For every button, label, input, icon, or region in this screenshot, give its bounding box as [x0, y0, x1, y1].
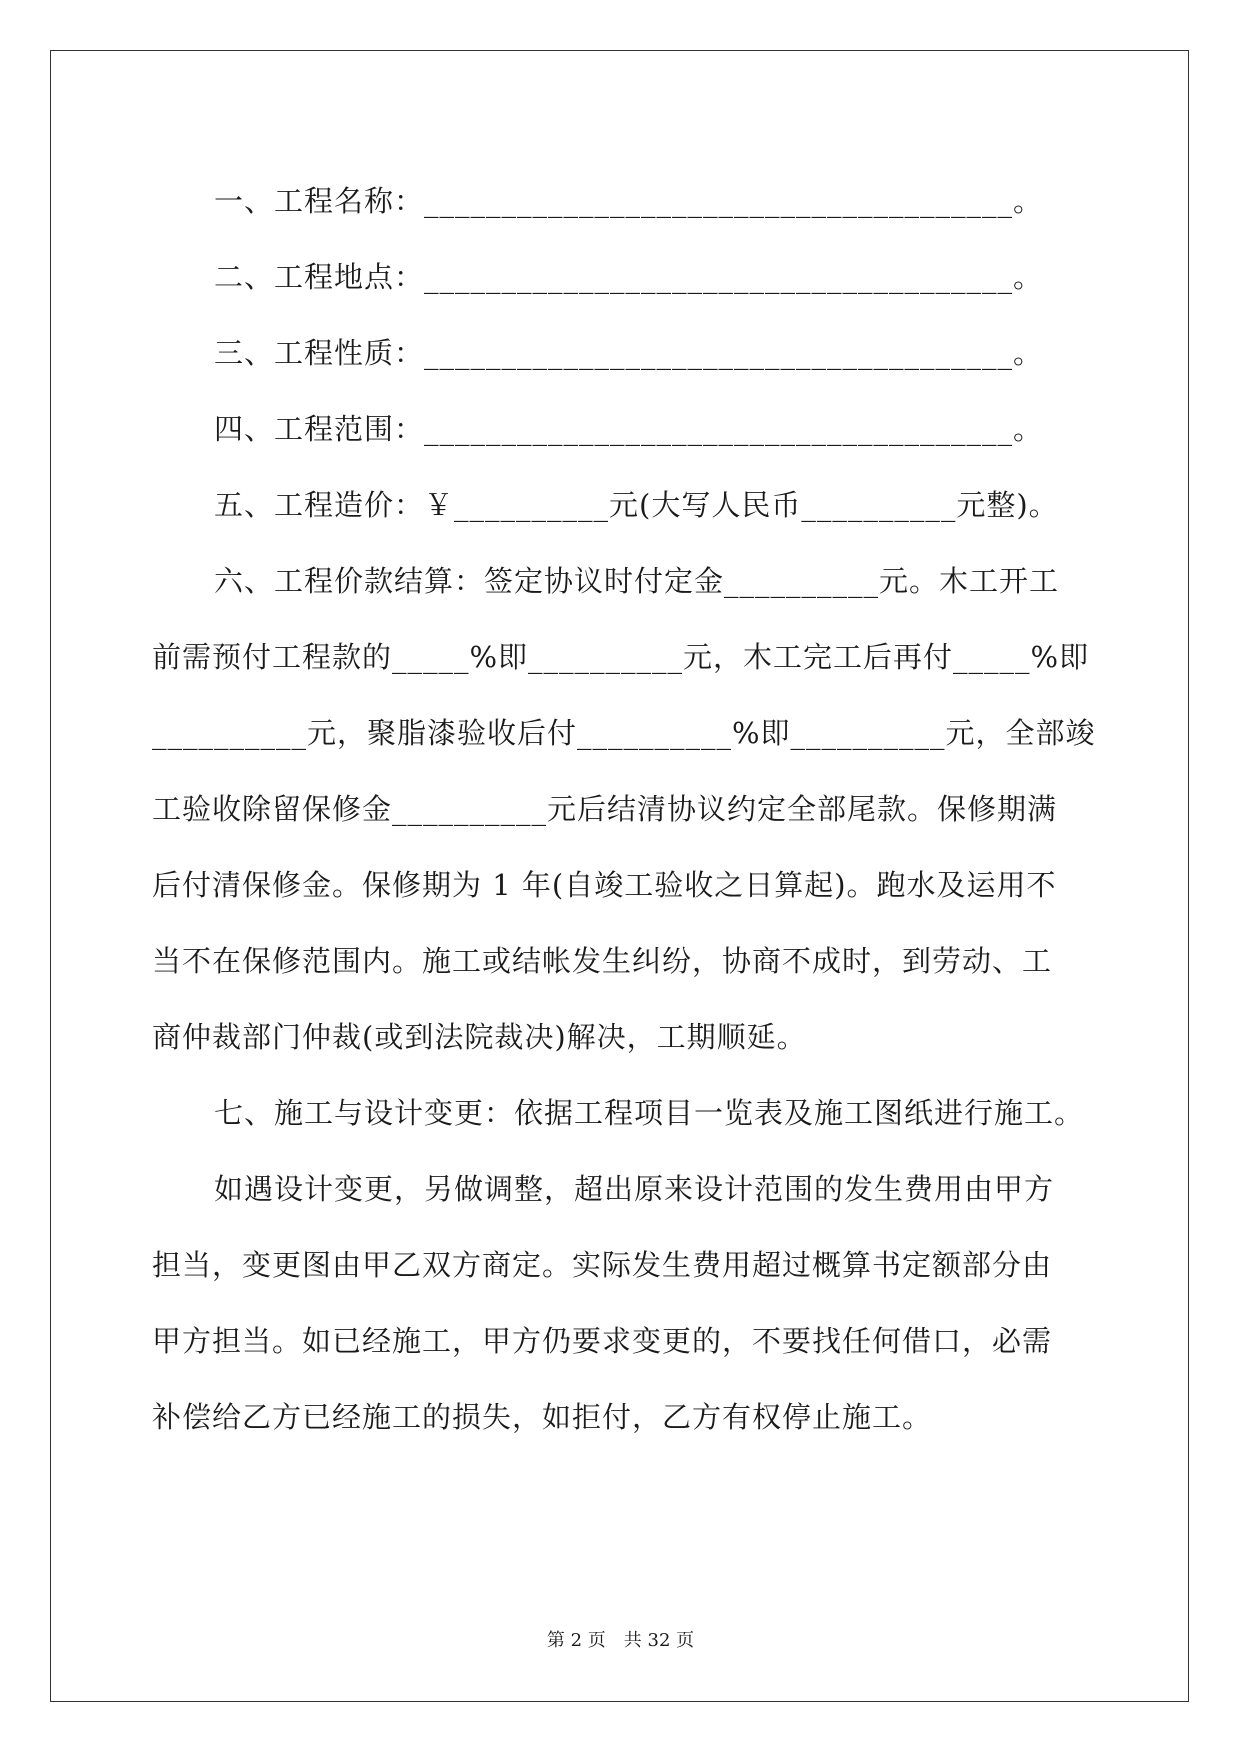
- text-line: 工验收除留保修金__________元后结清协议约定全部尾款。保修期满: [152, 792, 1058, 826]
- text-line: __________元，聚脂漆验收后付__________%即__________元，全部竣: [152, 716, 1096, 750]
- contract-text: [152, 163, 1096, 1455]
- text-line: 七、施工与设计变更：依据工程项目一览表及施工图纸进行施工。: [214, 1096, 1085, 1130]
- text-line: 五、工程造价：￥__________元(大写人民币__________元整)。: [214, 488, 1059, 522]
- text-line: 一、工程名称：______________________________________。: [214, 184, 1044, 218]
- text-line: 三、工程性质：______________________________________。: [214, 336, 1044, 370]
- text-line: 六、工程价款结算：签定协议时付定金__________元。木工开工: [214, 564, 1060, 598]
- text-line: 甲方担当。如已经施工，甲方仍要求变更的，不要找任何借口，必需: [152, 1324, 1053, 1358]
- text-line: 后付清保修金。保修期为 1 年(自竣工验收之日算起)。跑水及运用不: [152, 868, 1057, 902]
- text-line: 担当，变更图由甲乙双方商定。实际发生费用超过概算书定额部分由: [152, 1248, 1053, 1282]
- text-line: 二、工程地点：______________________________________。: [214, 260, 1044, 294]
- text-line: 前需预付工程款的_____%即__________元，木工完工后再付_____%即: [152, 640, 1090, 674]
- text-line: 补偿给乙方已经施工的损失，如拒付，乙方有权停止施工。: [152, 1400, 933, 1434]
- text-line: 四、工程范围：______________________________________。: [214, 412, 1044, 446]
- text-line: 如遇设计变更，另做调整，超出原来设计范围的发生费用由甲方: [214, 1172, 1055, 1206]
- text-line: 商仲裁部门仲裁(或到法院裁决)解决，工期顺延。: [152, 1020, 807, 1054]
- page-footer: 第 2 页 共 32 页: [546, 1630, 695, 1651]
- text-line: 当不在保修范围内。施工或结帐发生纠纷，协商不成时，到劳动、工: [152, 944, 1053, 978]
